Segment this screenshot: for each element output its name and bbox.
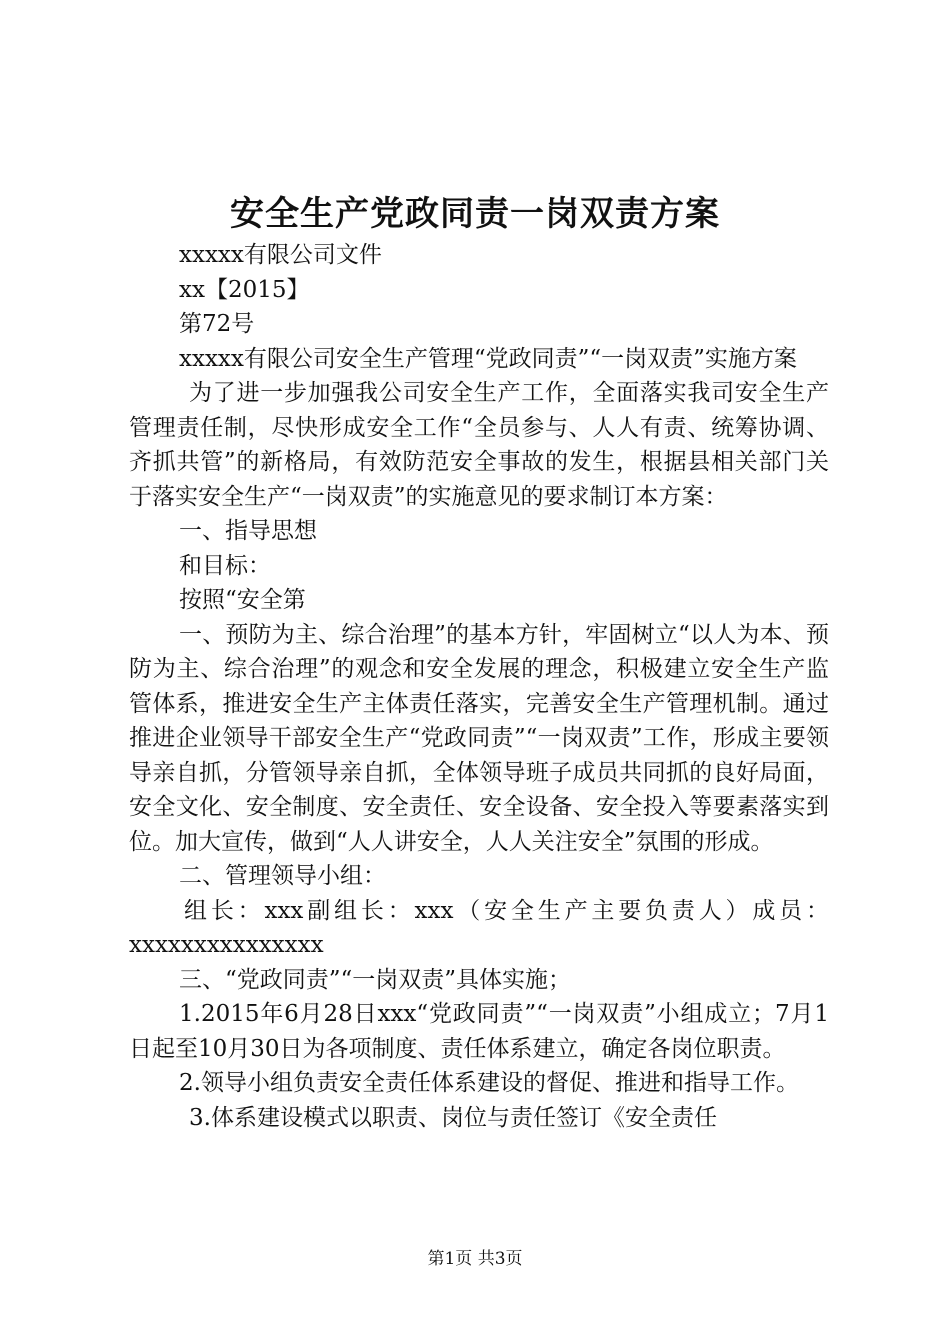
paragraph: xxxxx有限公司文件 — [179, 242, 382, 268]
document-title: 安全生产党政同责一岗双责方案 — [230, 194, 720, 234]
paragraph: 一、预防为主、综合治理”的基本方针，牢固树立“以人为本、预防为主、综合治理”的观念和安全发展的理念，积极建立安全生产监管体系，推进安全生产主体责任落实，完善安全生产管理机制。通过推进企业领导干部安全生产“党政同责”“一岗双责”工作，形成主要领导亲自抓，分管领导亲自抓，全体领导班子成员共同抓的良好局面，安全文化、安全制度、安全责任、安全设备、安全投入等要素落实到位。加大宣传，做到“人人讲安全，人人关注安全”氛围的形成。 — [129, 621, 829, 855]
section-heading: 一、指导思想 — [179, 518, 317, 544]
document-body — [129, 238, 829, 1135]
section-heading: 三、“党政同责”“一岗双责”具体实施； — [179, 966, 572, 993]
page-footer: 第1页 共3页 — [427, 1249, 523, 1269]
paragraph: 1.2015年6月28日xxx“党政同责”“一岗双责”小组成立；7月1日起至10月30日为各项制度、责任体系建立，确定各岗位职责。 — [129, 1001, 829, 1062]
paragraph: 为了进一步加强我公司安全生产工作，全面落实我司安全生产管理责任制，尽快形成安全工作“全员参与、人人有责、统筹协调、齐抓共管”的新格局，有效防范安全事故的发生，根据县相关部门关于落实安全生产“一岗双责”的实施意见的要求制订本方案： — [129, 380, 829, 510]
paragraph: 和目标： — [179, 552, 271, 579]
paragraph: 3.体系建设模式以职责、岗位与责任签订《安全责任 — [189, 1104, 717, 1131]
paragraph: 组长：xxx副组长：xxx（安全生产主要负责人）成员：xxxxxxxxxxxxxxx — [129, 897, 829, 958]
paragraph: 第72号 — [179, 311, 255, 337]
paragraph: xx【2015】 — [179, 276, 310, 303]
paragraph: xxxxx有限公司安全生产管理“党政同责”“一岗双责”实施方案 — [179, 345, 797, 372]
section-heading: 二、管理领导小组： — [179, 863, 386, 889]
paragraph: 2.领导小组负责安全责任体系建设的督促、推进和指导工作。 — [179, 1070, 799, 1096]
paragraph: 按照“安全第 — [179, 587, 306, 613]
